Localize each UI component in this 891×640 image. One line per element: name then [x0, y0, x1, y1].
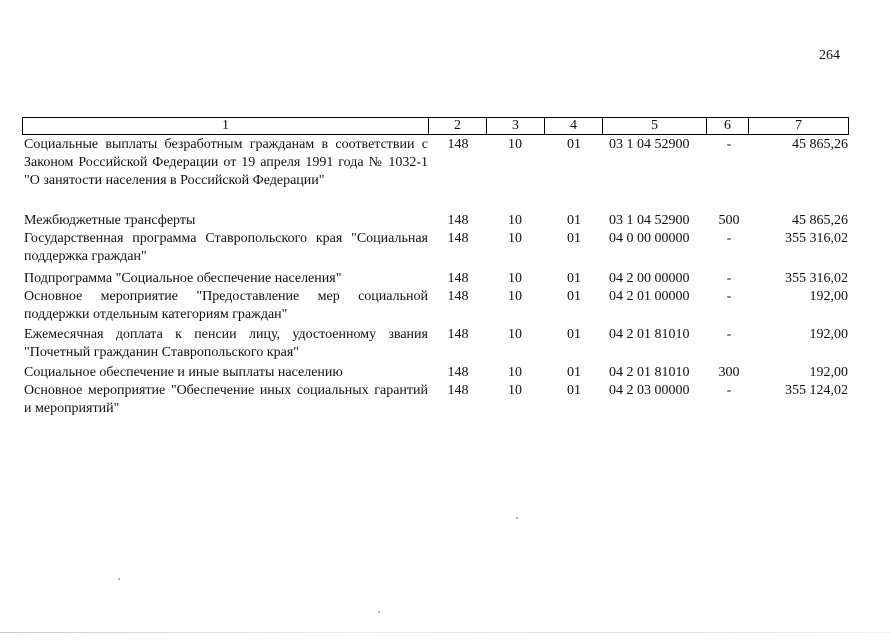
row-code-4: 01	[567, 231, 581, 246]
table-row	[22, 288, 852, 326]
table-row	[22, 382, 852, 422]
row-name: Основное мероприятие "Предоставление мер социальной поддержки отдельным категориям граждан"	[24, 289, 428, 322]
table-row	[22, 364, 852, 382]
row-name: Ежемесячная доплата к пенсии лицу, удостоенному звания "Почетный гражданин Ставропольского края"	[24, 327, 428, 360]
column-header-4: 4	[545, 118, 603, 135]
row-code-2: 148	[447, 137, 469, 152]
row-code-6: -	[726, 327, 732, 342]
row-amount: 355 316,02	[785, 271, 848, 286]
column-header-table	[22, 117, 849, 135]
row-code-6: -	[726, 271, 732, 286]
row-code-6: -	[726, 231, 732, 246]
row-amount: 355 316,02	[785, 231, 848, 246]
table-row	[22, 230, 852, 270]
row-code-4: 01	[567, 213, 581, 228]
column-header-2: 2	[429, 118, 487, 135]
row-name: Социальные выплаты безработным гражданам в соответствии с Законом Российской Федерации от 19 апреля 1991 года № 1032-1 "О занятости населения в Российской Федерации"	[24, 137, 428, 188]
scan-speck	[118, 578, 120, 580]
row-name: Подпрограмма "Социальное обеспечение населения"	[24, 271, 342, 286]
row-code-3: 10	[508, 213, 522, 228]
row-code-4: 01	[567, 383, 581, 398]
row-amount: 192,00	[809, 327, 848, 342]
row-code-6: 500	[718, 213, 740, 228]
row-code-5: 04 2 01 00000	[609, 289, 690, 304]
row-code-3: 10	[508, 289, 522, 304]
row-code-5: 04 2 00 00000	[609, 271, 690, 286]
row-code-2: 148	[447, 271, 469, 286]
row-name: Социальное обеспечение и иные выплаты населению	[24, 365, 343, 380]
row-code-2: 148	[447, 213, 469, 228]
row-code-6: -	[726, 289, 732, 304]
row-code-6: -	[726, 383, 732, 398]
row-amount: 355 124,02	[785, 383, 848, 398]
row-code-3: 10	[508, 137, 522, 152]
row-code-2: 148	[447, 327, 469, 342]
row-amount: 45 865,26	[792, 137, 848, 152]
row-code-5: 04 2 01 81010	[609, 365, 690, 380]
row-code-4: 01	[567, 137, 581, 152]
row-code-2: 148	[447, 365, 469, 380]
row-code-2: 148	[447, 289, 469, 304]
column-header-3: 3	[487, 118, 545, 135]
row-name: Основное мероприятие "Обеспечение иных социальных гарантий и мероприятий"	[24, 383, 428, 416]
row-code-2: 148	[447, 383, 469, 398]
row-code-4: 01	[567, 289, 581, 304]
page-number: 264	[819, 48, 840, 63]
row-amount: 192,00	[809, 365, 848, 380]
budget-rows	[22, 136, 852, 422]
row-code-5: 04 0 00 00000	[609, 231, 690, 246]
table-row	[22, 326, 852, 364]
row-code-3: 10	[508, 383, 522, 398]
column-header-row	[23, 118, 849, 135]
table-row	[22, 270, 852, 288]
column-header-5: 5	[603, 118, 707, 135]
row-code-5: 04 2 03 00000	[609, 383, 690, 398]
row-code-5: 04 2 01 81010	[609, 327, 690, 342]
row-code-3: 10	[508, 271, 522, 286]
scan-speck	[378, 611, 380, 613]
row-code-4: 01	[567, 327, 581, 342]
row-code-5: 03 1 04 52900	[609, 137, 690, 152]
row-name: Межбюджетные трансферты	[24, 213, 196, 228]
scan-speck	[516, 517, 518, 519]
row-code-3: 10	[508, 365, 522, 380]
table-row	[22, 212, 852, 230]
row-code-3: 10	[508, 327, 522, 342]
row-code-5: 03 1 04 52900	[609, 213, 690, 228]
row-code-4: 01	[567, 271, 581, 286]
column-header-1: 1	[23, 118, 429, 135]
column-header-6: 6	[707, 118, 749, 135]
row-amount: 192,00	[809, 289, 848, 304]
row-code-6: 300	[718, 365, 740, 380]
column-header-7: 7	[749, 118, 849, 135]
row-code-2: 148	[447, 231, 469, 246]
scan-edge-line	[0, 632, 891, 633]
row-code-3: 10	[508, 231, 522, 246]
table-row	[22, 136, 852, 212]
row-name: Государственная программа Ставропольского края "Социальная поддержка граждан"	[24, 231, 428, 264]
row-code-4: 01	[567, 365, 581, 380]
row-code-6: -	[726, 137, 732, 152]
row-amount: 45 865,26	[792, 213, 848, 228]
